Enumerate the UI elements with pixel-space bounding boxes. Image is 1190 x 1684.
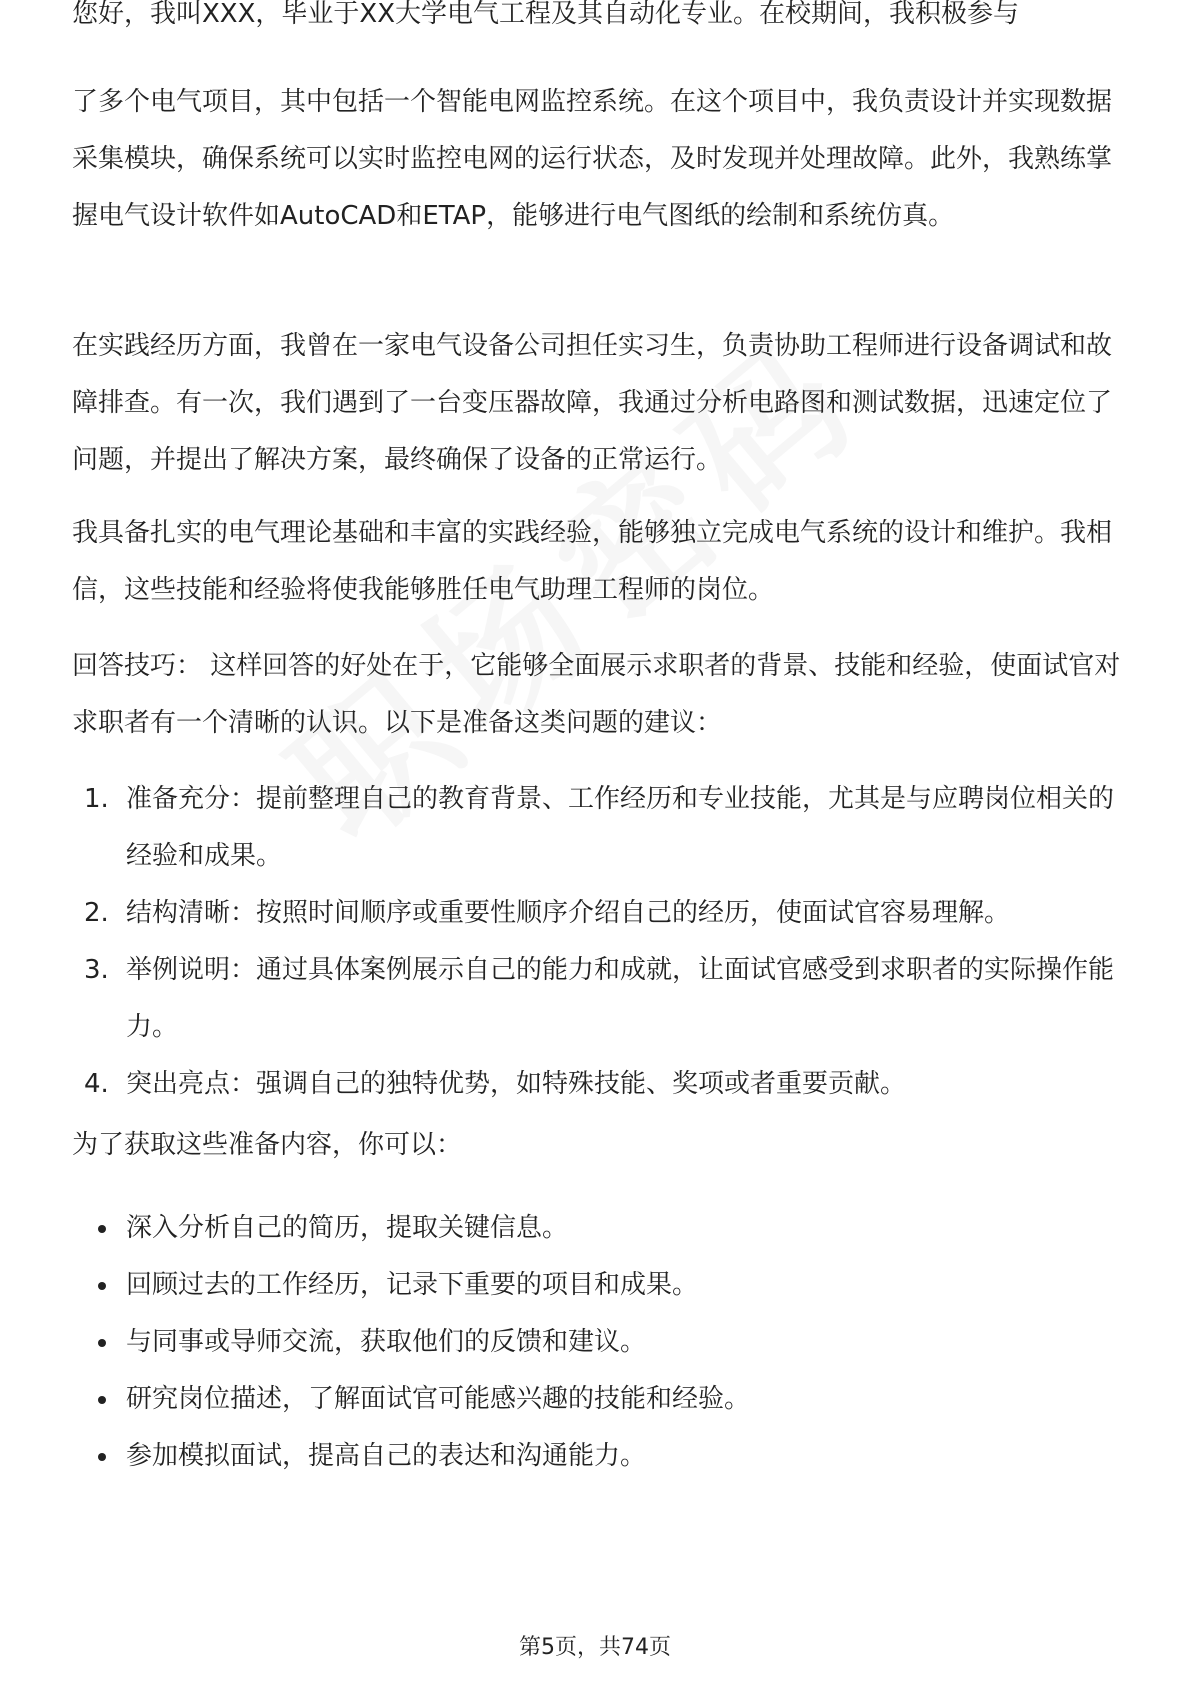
bullet-icon [98, 1339, 106, 1347]
list-item [72, 1428, 1122, 1485]
list-item-text: 突出亮点：强调自己的独特优势，如特殊技能、奖项或者重要贡献。 [126, 1069, 907, 1099]
list-item [72, 771, 1122, 885]
list-item-text: 准备充分：提前整理自己的教育背景、工作经历和专业技能，尤其是与应聘岗位相关的经验和成果。 [126, 784, 1115, 871]
list-item-text: 举例说明：通过具体案例展示自己的能力和成就，让面试官感受到求职者的实际操作能力。 [126, 955, 1115, 1042]
list-item [72, 1056, 1122, 1113]
list-item-text: 与同事或导师交流，获取他们的反馈和建议。 [126, 1327, 647, 1357]
paragraph-preparation: 为了获取这些准备内容，你可以： [72, 1130, 463, 1160]
list-item [72, 1314, 1122, 1371]
cut-off-line: 您好，我叫XXX，毕业于XX大学电气工程及其自动化专业。在校期间，我积极参与 [72, 0, 1020, 29]
list-item [72, 1257, 1122, 1314]
list-item-text: 参加模拟面试，提高自己的表达和沟通能力。 [126, 1441, 647, 1471]
list-number: 4. [84, 1069, 109, 1099]
paragraph-summary: 我具备扎实的电气理论基础和丰富的实践经验，能够独立完成电气系统的设计和维护。我相信，这些技能和经验将使我能够胜任电气助理工程师的岗位。 [72, 518, 1113, 605]
list-item [72, 885, 1122, 942]
list-item-text: 研究岗位描述，了解面试官可能感兴趣的技能和经验。 [126, 1384, 751, 1414]
list-number: 2. [84, 898, 109, 928]
list-item-text: 回顾过去的工作经历，记录下重要的项目和成果。 [126, 1270, 699, 1300]
list-item [72, 1371, 1122, 1428]
paragraph-tips: 回答技巧： 这样回答的好处在于，它能够全面展示求职者的背景、技能和经验，使面试官对求职者有一个清晰的认识。以下是准备这类问题的建议： [72, 651, 1121, 738]
list-item-text: 结构清晰：按照时间顺序或重要性顺序介绍自己的经历，使面试官容易理解。 [126, 898, 1011, 928]
list-item-text: 深入分析自己的简历，提取关键信息。 [126, 1213, 569, 1243]
list-item [72, 942, 1122, 1056]
paragraph-education: 了多个电气项目，其中包括一个智能电网监控系统。在这个项目中，我负责设计并实现数据采集模块，确保系统可以实时监控电网的运行状态，及时发现并处理故障。此外，我熟练掌握电气设计软件如AutoCAD和ETAP，能够进行电气图纸的绘制和系统仿真。 [72, 87, 1113, 231]
list-number: 1. [84, 784, 109, 814]
list-number: 3. [84, 955, 109, 985]
bullet-list [72, 1200, 1122, 1485]
list-item [72, 1200, 1122, 1257]
numbered-list [72, 771, 1122, 1113]
bullet-icon [98, 1225, 106, 1233]
page-number: 第5页，共74页 [519, 1635, 671, 1660]
paragraph-practice: 在实践经历方面，我曾在一家电气设备公司担任实习生，负责协助工程师进行设备调试和故障排查。有一次，我们遇到了一台变压器故障，我通过分析电路图和测试数据，迅速定位了问题，并提出了解决方案，最终确保了设备的正常运行。 [72, 331, 1113, 475]
bullet-icon [98, 1453, 106, 1461]
bullet-icon [98, 1282, 106, 1290]
bullet-icon [98, 1396, 106, 1404]
